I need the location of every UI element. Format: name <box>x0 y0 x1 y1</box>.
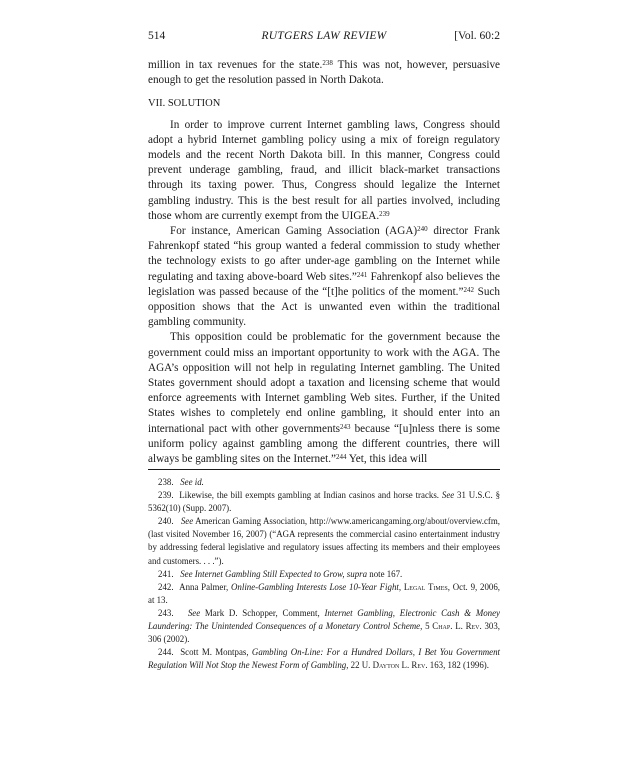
footnote-ref-239[interactable]: 239 <box>379 209 390 218</box>
paragraph-solution: In order to improve current Internet gambling laws, Congress should adopt a hybrid Internet gambling policy using a mix of foreign regulatory models and the recent North Dakota bill. In this manner, Congress could prevent underage gambling, fraud, and illicit black-market transactions through its taxing power. Thus, Congress should legalize the Internet gambling industry. This is the best result for all parties involved, including those whom are currently exempt from the UIGEA.$^{239}$ <box>148 118 500 222</box>
volume-label: [Vol. 60:2 <box>454 30 500 42</box>
footnote-divider <box>148 469 500 470</box>
footnote-244: 244. Scott M. Montpas, Gambling On-Line: For a Hundred Dollars, I Bet You Government Regulation Will Not Stop the Newest Form of Gambling, 22 U. Dayton L. Rev. 163, 182 (1996). <box>148 647 501 671</box>
footnote-239: 239. Likewise, the bill exempts gambling at Indian casinos and horse tracks. See 31 U.S.C. § 5362(10) (Supp. 2007). <box>148 490 501 514</box>
main-text <box>148 58 500 467</box>
footnote-ref-242[interactable]: 242 <box>463 285 474 294</box>
paragraph-continued: million in tax revenues for the state.$^{238}$ This was not, however, persuasive enough to get the resolution passed in North Dakota. <box>148 59 501 87</box>
footnote-238: 238. See id. <box>158 477 204 487</box>
footnote-240: 240. See American Gaming Association, http://www.americangaming.org/about/overview.cfm, (last visited November 16, 2007) (“AGA represents the commercial casino entertainment industry by addressing federal legislative and regulatory issues affecting its members and their employees and customers. . . .”). <box>148 516 500 566</box>
footnote-ref-240[interactable]: 240 <box>417 225 428 234</box>
section-heading: VII. SOLUTION <box>148 98 221 110</box>
footnote-ref-238[interactable]: 238 <box>322 59 333 67</box>
running-header <box>148 30 500 46</box>
footnote-241: 241. See Internet Gambling Still Expected to Grow, supra note 167. <box>158 568 403 579</box>
page-number: 514 <box>148 30 166 42</box>
footnote-242: 242. Anna Palmer, Online-Gambling Interests Lose 10-Year Fight, Legal Times, Oct. 9, 2006, at 13. <box>148 581 501 605</box>
footnote-ref-241[interactable]: 241 <box>356 270 368 279</box>
footnotes <box>148 476 500 672</box>
journal-title: RUTGERS LAW REVIEW <box>261 30 387 42</box>
paragraph-aga: For instance, American Gaming Association (AGA)$^{240}$ director Frank Fahrenkopf stated “his group wanted a federal commission to study whether the technology exists to go after under-age gambling on the Internet while regulating and taxing above-board Web sites.”$^{241}$ Fahrenkopf also believes the legislation was passed because of the “[t]he politics of the moment.”$^{242}$ Such opposition shows that the Act is unwanted even within the traditional gambling community. <box>148 225 500 329</box>
footnote-ref-244[interactable]: 244 <box>335 453 347 462</box>
paragraph-opposition: This opposition could be problematic for the government because the government could miss an important opportunity to work with the AGA. The AGA’s opposition will not help in regulating Internet gambling. The United States government should adopt a taxation and licensing scheme that would enforce agreements with Internet gambling Web sites. Further, if the United States wishes to completely end online gambling, it should enter into an international pact with other governments$^{243}$ because “[u]nless there is some uniform policy against gambling among the different countries, there will always be gambling sites on the Internet.”$^{244}$ Yet, this idea will <box>148 331 500 466</box>
footnote-ref-243[interactable]: 243 <box>340 422 351 431</box>
footnote-243: 243. See Mark D. Schopper, Comment, Internet Gambling, Electronic Cash & Money Laundering: The Unintended Consequences of a Monetary Control Scheme, 5 Chap. L. Rev. 303, 306 (2002). <box>148 607 501 645</box>
